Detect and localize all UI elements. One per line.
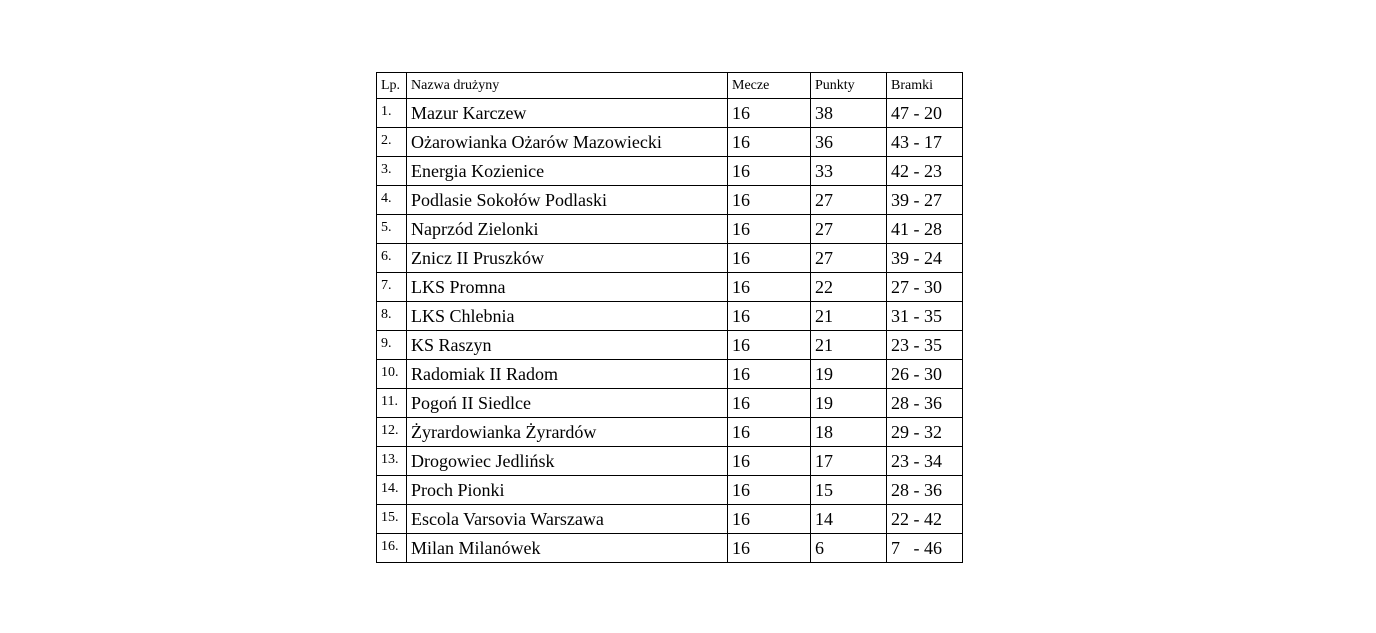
- table-row: [377, 157, 963, 186]
- cell-points: 21: [811, 302, 887, 331]
- cell-team-name: Mazur Karczew: [407, 99, 728, 128]
- cell-goals: 41 - 28: [887, 215, 963, 244]
- cell-team-name: LKS Promna: [407, 273, 728, 302]
- table-row: [377, 244, 963, 273]
- cell-points: 19: [811, 360, 887, 389]
- table-row: [377, 186, 963, 215]
- cell-lp: 7.: [377, 273, 407, 302]
- cell-team-name: Ożarowianka Ożarów Mazowiecki: [407, 128, 728, 157]
- table-row: [377, 99, 963, 128]
- cell-lp: 13.: [377, 447, 407, 476]
- table-row: [377, 215, 963, 244]
- cell-points: 27: [811, 186, 887, 215]
- cell-goals: 29 - 32: [887, 418, 963, 447]
- cell-points: 6: [811, 534, 887, 563]
- cell-team-name: Milan Milanówek: [407, 534, 728, 563]
- cell-goals: 22 - 42: [887, 505, 963, 534]
- cell-points: 38: [811, 99, 887, 128]
- cell-points: 17: [811, 447, 887, 476]
- cell-points: 15: [811, 476, 887, 505]
- table-row: [377, 476, 963, 505]
- cell-matches: 16: [728, 534, 811, 563]
- cell-matches: 16: [728, 128, 811, 157]
- cell-matches: 16: [728, 244, 811, 273]
- cell-matches: 16: [728, 215, 811, 244]
- cell-matches: 16: [728, 302, 811, 331]
- cell-lp: 16.: [377, 534, 407, 563]
- cell-lp: 6.: [377, 244, 407, 273]
- cell-goals: 39 - 24: [887, 244, 963, 273]
- cell-team-name: Naprzód Zielonki: [407, 215, 728, 244]
- table-row: [377, 447, 963, 476]
- cell-goals: 28 - 36: [887, 389, 963, 418]
- cell-goals: 31 - 35: [887, 302, 963, 331]
- cell-matches: 16: [728, 389, 811, 418]
- cell-team-name: Radomiak II Radom: [407, 360, 728, 389]
- cell-matches: 16: [728, 331, 811, 360]
- header-matches: Mecze: [728, 73, 811, 99]
- cell-lp: 5.: [377, 215, 407, 244]
- cell-team-name: Proch Pionki: [407, 476, 728, 505]
- cell-goals: 23 - 35: [887, 331, 963, 360]
- cell-matches: 16: [728, 360, 811, 389]
- cell-team-name: Drogowiec Jedlińsk: [407, 447, 728, 476]
- cell-lp: 3.: [377, 157, 407, 186]
- table-row: [377, 331, 963, 360]
- header-row: [377, 73, 963, 99]
- cell-team-name: Znicz II Pruszków: [407, 244, 728, 273]
- cell-team-name: Pogoń II Siedlce: [407, 389, 728, 418]
- cell-goals: 47 - 20: [887, 99, 963, 128]
- cell-matches: 16: [728, 418, 811, 447]
- cell-goals: 39 - 27: [887, 186, 963, 215]
- cell-matches: 16: [728, 157, 811, 186]
- league-standings-table: [376, 72, 963, 563]
- cell-points: 21: [811, 331, 887, 360]
- table-row: [377, 418, 963, 447]
- cell-matches: 16: [728, 447, 811, 476]
- cell-goals: 27 - 30: [887, 273, 963, 302]
- cell-goals: 23 - 34: [887, 447, 963, 476]
- header-lp: Lp.: [377, 73, 407, 99]
- cell-lp: 11.: [377, 389, 407, 418]
- cell-goals: 26 - 30: [887, 360, 963, 389]
- cell-lp: 12.: [377, 418, 407, 447]
- table-row: [377, 505, 963, 534]
- cell-matches: 16: [728, 273, 811, 302]
- cell-lp: 14.: [377, 476, 407, 505]
- cell-lp: 9.: [377, 331, 407, 360]
- header-points: Punkty: [811, 73, 887, 99]
- table-body: [377, 99, 963, 563]
- cell-goals: 43 - 17: [887, 128, 963, 157]
- cell-lp: 15.: [377, 505, 407, 534]
- cell-goals: 7 - 46: [887, 534, 963, 563]
- cell-points: 22: [811, 273, 887, 302]
- cell-team-name: Żyrardowianka Żyrardów: [407, 418, 728, 447]
- cell-lp: 4.: [377, 186, 407, 215]
- cell-lp: 10.: [377, 360, 407, 389]
- header-goals: Bramki: [887, 73, 963, 99]
- table-row: [377, 360, 963, 389]
- cell-team-name: Energia Kozienice: [407, 157, 728, 186]
- cell-team-name: Escola Varsovia Warszawa: [407, 505, 728, 534]
- cell-matches: 16: [728, 99, 811, 128]
- cell-goals: 28 - 36: [887, 476, 963, 505]
- cell-matches: 16: [728, 505, 811, 534]
- table-row: [377, 534, 963, 563]
- cell-team-name: LKS Chlebnia: [407, 302, 728, 331]
- table-row: [377, 128, 963, 157]
- table-row: [377, 389, 963, 418]
- cell-points: 27: [811, 215, 887, 244]
- cell-team-name: Podlasie Sokołów Podlaski: [407, 186, 728, 215]
- cell-points: 27: [811, 244, 887, 273]
- cell-lp: 8.: [377, 302, 407, 331]
- table-row: [377, 273, 963, 302]
- cell-matches: 16: [728, 186, 811, 215]
- cell-points: 33: [811, 157, 887, 186]
- cell-lp: 2.: [377, 128, 407, 157]
- cell-points: 18: [811, 418, 887, 447]
- cell-lp: 1.: [377, 99, 407, 128]
- cell-points: 19: [811, 389, 887, 418]
- cell-matches: 16: [728, 476, 811, 505]
- header-team-name: Nazwa drużyny: [407, 73, 728, 99]
- cell-team-name: KS Raszyn: [407, 331, 728, 360]
- table-header: [377, 73, 963, 99]
- table-row: [377, 302, 963, 331]
- cell-points: 14: [811, 505, 887, 534]
- cell-goals: 42 - 23: [887, 157, 963, 186]
- cell-points: 36: [811, 128, 887, 157]
